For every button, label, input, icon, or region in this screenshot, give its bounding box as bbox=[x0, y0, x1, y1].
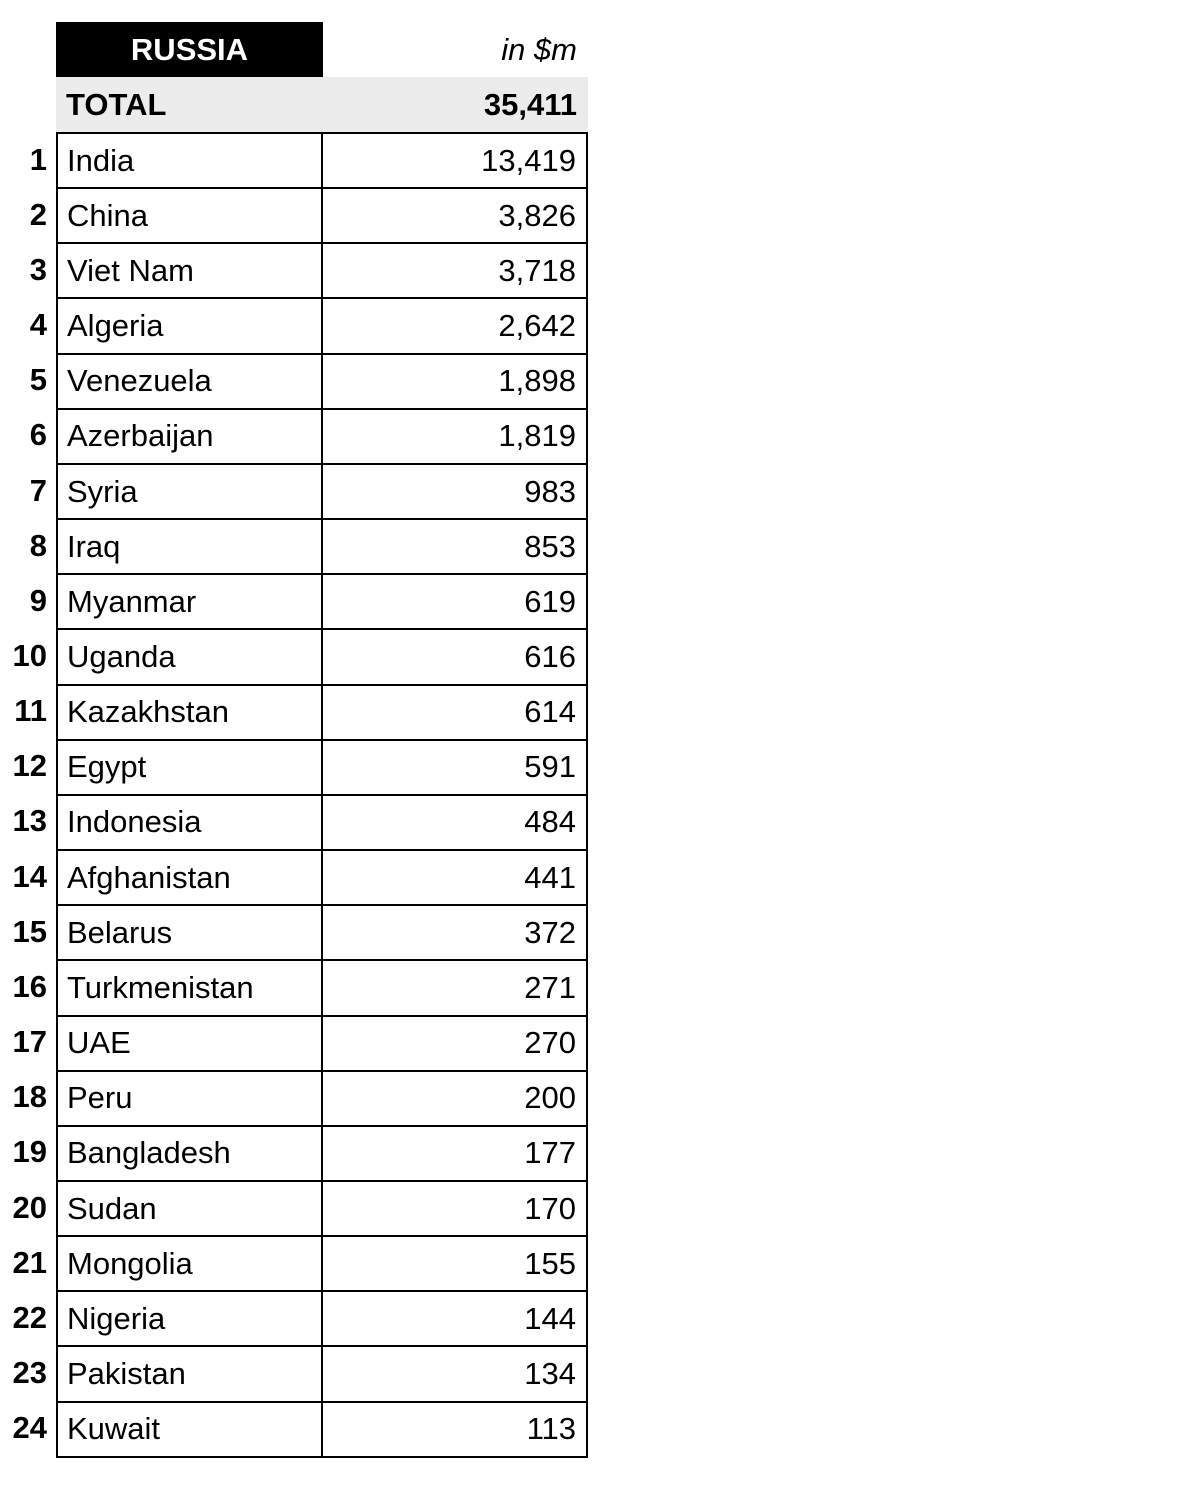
country-cell: Syria bbox=[56, 463, 323, 518]
rank-cell: 16 bbox=[12, 968, 47, 1004]
country-cell: Kazakhstan bbox=[56, 684, 323, 739]
value-cell: 2,642 bbox=[321, 297, 588, 352]
value-cell: 134 bbox=[321, 1345, 588, 1400]
table-row bbox=[0, 1070, 600, 1125]
value-cell: 484 bbox=[321, 794, 588, 849]
rank-cell: 17 bbox=[12, 1024, 47, 1060]
value-cell: 170 bbox=[321, 1180, 588, 1235]
value-cell: 13,419 bbox=[321, 132, 588, 187]
value-cell: 200 bbox=[321, 1070, 588, 1125]
value-cell: 1,898 bbox=[321, 353, 588, 408]
table-row bbox=[0, 849, 600, 904]
table-row bbox=[0, 794, 600, 849]
rank-cell: 3 bbox=[29, 251, 47, 287]
unit-label: in $m bbox=[501, 31, 577, 67]
value-cell: 113 bbox=[321, 1401, 588, 1456]
rank-cell: 21 bbox=[12, 1244, 47, 1280]
value-cell: 177 bbox=[321, 1125, 588, 1180]
table-row bbox=[0, 242, 600, 297]
value-cell: 155 bbox=[321, 1235, 588, 1290]
value-cell: 270 bbox=[321, 1015, 588, 1070]
value-cell: 441 bbox=[321, 849, 588, 904]
table-row bbox=[0, 628, 600, 683]
country-cell: Uganda bbox=[56, 628, 323, 683]
country-header: RUSSIA bbox=[56, 22, 323, 77]
table-row bbox=[0, 353, 600, 408]
total-row bbox=[56, 77, 588, 132]
rank-cell: 22 bbox=[12, 1299, 47, 1335]
table-row bbox=[0, 1125, 600, 1180]
table-row bbox=[0, 408, 600, 463]
rank-cell: 12 bbox=[12, 748, 47, 784]
table-bottom-border bbox=[56, 1456, 588, 1458]
value-cell: 1,819 bbox=[321, 408, 588, 463]
country-cell: Peru bbox=[56, 1070, 323, 1125]
country-cell: Bangladesh bbox=[56, 1125, 323, 1180]
rank-cell: 18 bbox=[12, 1079, 47, 1115]
country-cell: Iraq bbox=[56, 518, 323, 573]
table-row bbox=[0, 1015, 600, 1070]
country-cell: Nigeria bbox=[56, 1290, 323, 1345]
rank-cell: 19 bbox=[12, 1134, 47, 1170]
table-row bbox=[0, 904, 600, 959]
table-row bbox=[0, 187, 600, 242]
value-cell: 271 bbox=[321, 959, 588, 1014]
value-cell: 983 bbox=[321, 463, 588, 518]
total-label: TOTAL bbox=[66, 86, 167, 122]
country-cell: Sudan bbox=[56, 1180, 323, 1235]
value-cell: 3,718 bbox=[321, 242, 588, 297]
country-cell: Venezuela bbox=[56, 353, 323, 408]
rank-cell: 15 bbox=[12, 913, 47, 949]
table-body bbox=[0, 132, 600, 1456]
country-cell: Egypt bbox=[56, 739, 323, 794]
country-cell: Myanmar bbox=[56, 573, 323, 628]
value-cell: 619 bbox=[321, 573, 588, 628]
value-cell: 614 bbox=[321, 684, 588, 739]
table-row bbox=[0, 1180, 600, 1235]
table-row bbox=[0, 1401, 600, 1456]
table-row bbox=[0, 684, 600, 739]
country-cell: Pakistan bbox=[56, 1345, 323, 1400]
rank-cell: 20 bbox=[12, 1189, 47, 1225]
country-cell: Algeria bbox=[56, 297, 323, 352]
country-cell: Belarus bbox=[56, 904, 323, 959]
table-row bbox=[0, 518, 600, 573]
table-row bbox=[0, 739, 600, 794]
country-cell: Kuwait bbox=[56, 1401, 323, 1456]
table-row bbox=[0, 573, 600, 628]
rank-cell: 9 bbox=[29, 582, 47, 618]
table-row bbox=[0, 1290, 600, 1345]
country-cell: Afghanistan bbox=[56, 849, 323, 904]
rank-cell: 1 bbox=[29, 141, 47, 177]
country-cell: Mongolia bbox=[56, 1235, 323, 1290]
value-cell: 616 bbox=[321, 628, 588, 683]
rank-cell: 14 bbox=[12, 858, 47, 894]
country-cell: Azerbaijan bbox=[56, 408, 323, 463]
value-cell: 144 bbox=[321, 1290, 588, 1345]
rank-cell: 6 bbox=[29, 417, 47, 453]
rank-cell: 7 bbox=[29, 472, 47, 508]
value-cell: 3,826 bbox=[321, 187, 588, 242]
table-row bbox=[0, 959, 600, 1014]
country-cell: India bbox=[56, 132, 323, 187]
table-row bbox=[0, 132, 600, 187]
rank-cell: 5 bbox=[29, 362, 47, 398]
rank-cell: 4 bbox=[29, 307, 47, 343]
rank-cell: 8 bbox=[29, 527, 47, 563]
table-row bbox=[0, 1345, 600, 1400]
table-row bbox=[0, 1235, 600, 1290]
rank-cell: 23 bbox=[12, 1355, 47, 1391]
table-row bbox=[0, 297, 600, 352]
total-value: 35,411 bbox=[483, 86, 577, 122]
country-cell: Viet Nam bbox=[56, 242, 323, 297]
country-cell: China bbox=[56, 187, 323, 242]
table-row bbox=[0, 463, 600, 518]
value-cell: 591 bbox=[321, 739, 588, 794]
country-cell: Turkmenistan bbox=[56, 959, 323, 1014]
rank-cell: 2 bbox=[29, 196, 47, 232]
rank-cell: 10 bbox=[12, 637, 47, 673]
rank-cell: 24 bbox=[12, 1410, 47, 1446]
country-cell: UAE bbox=[56, 1015, 323, 1070]
value-cell: 372 bbox=[321, 904, 588, 959]
value-cell: 853 bbox=[321, 518, 588, 573]
rank-cell: 11 bbox=[14, 693, 47, 729]
country-cell: Indonesia bbox=[56, 794, 323, 849]
rank-cell: 13 bbox=[12, 803, 47, 839]
